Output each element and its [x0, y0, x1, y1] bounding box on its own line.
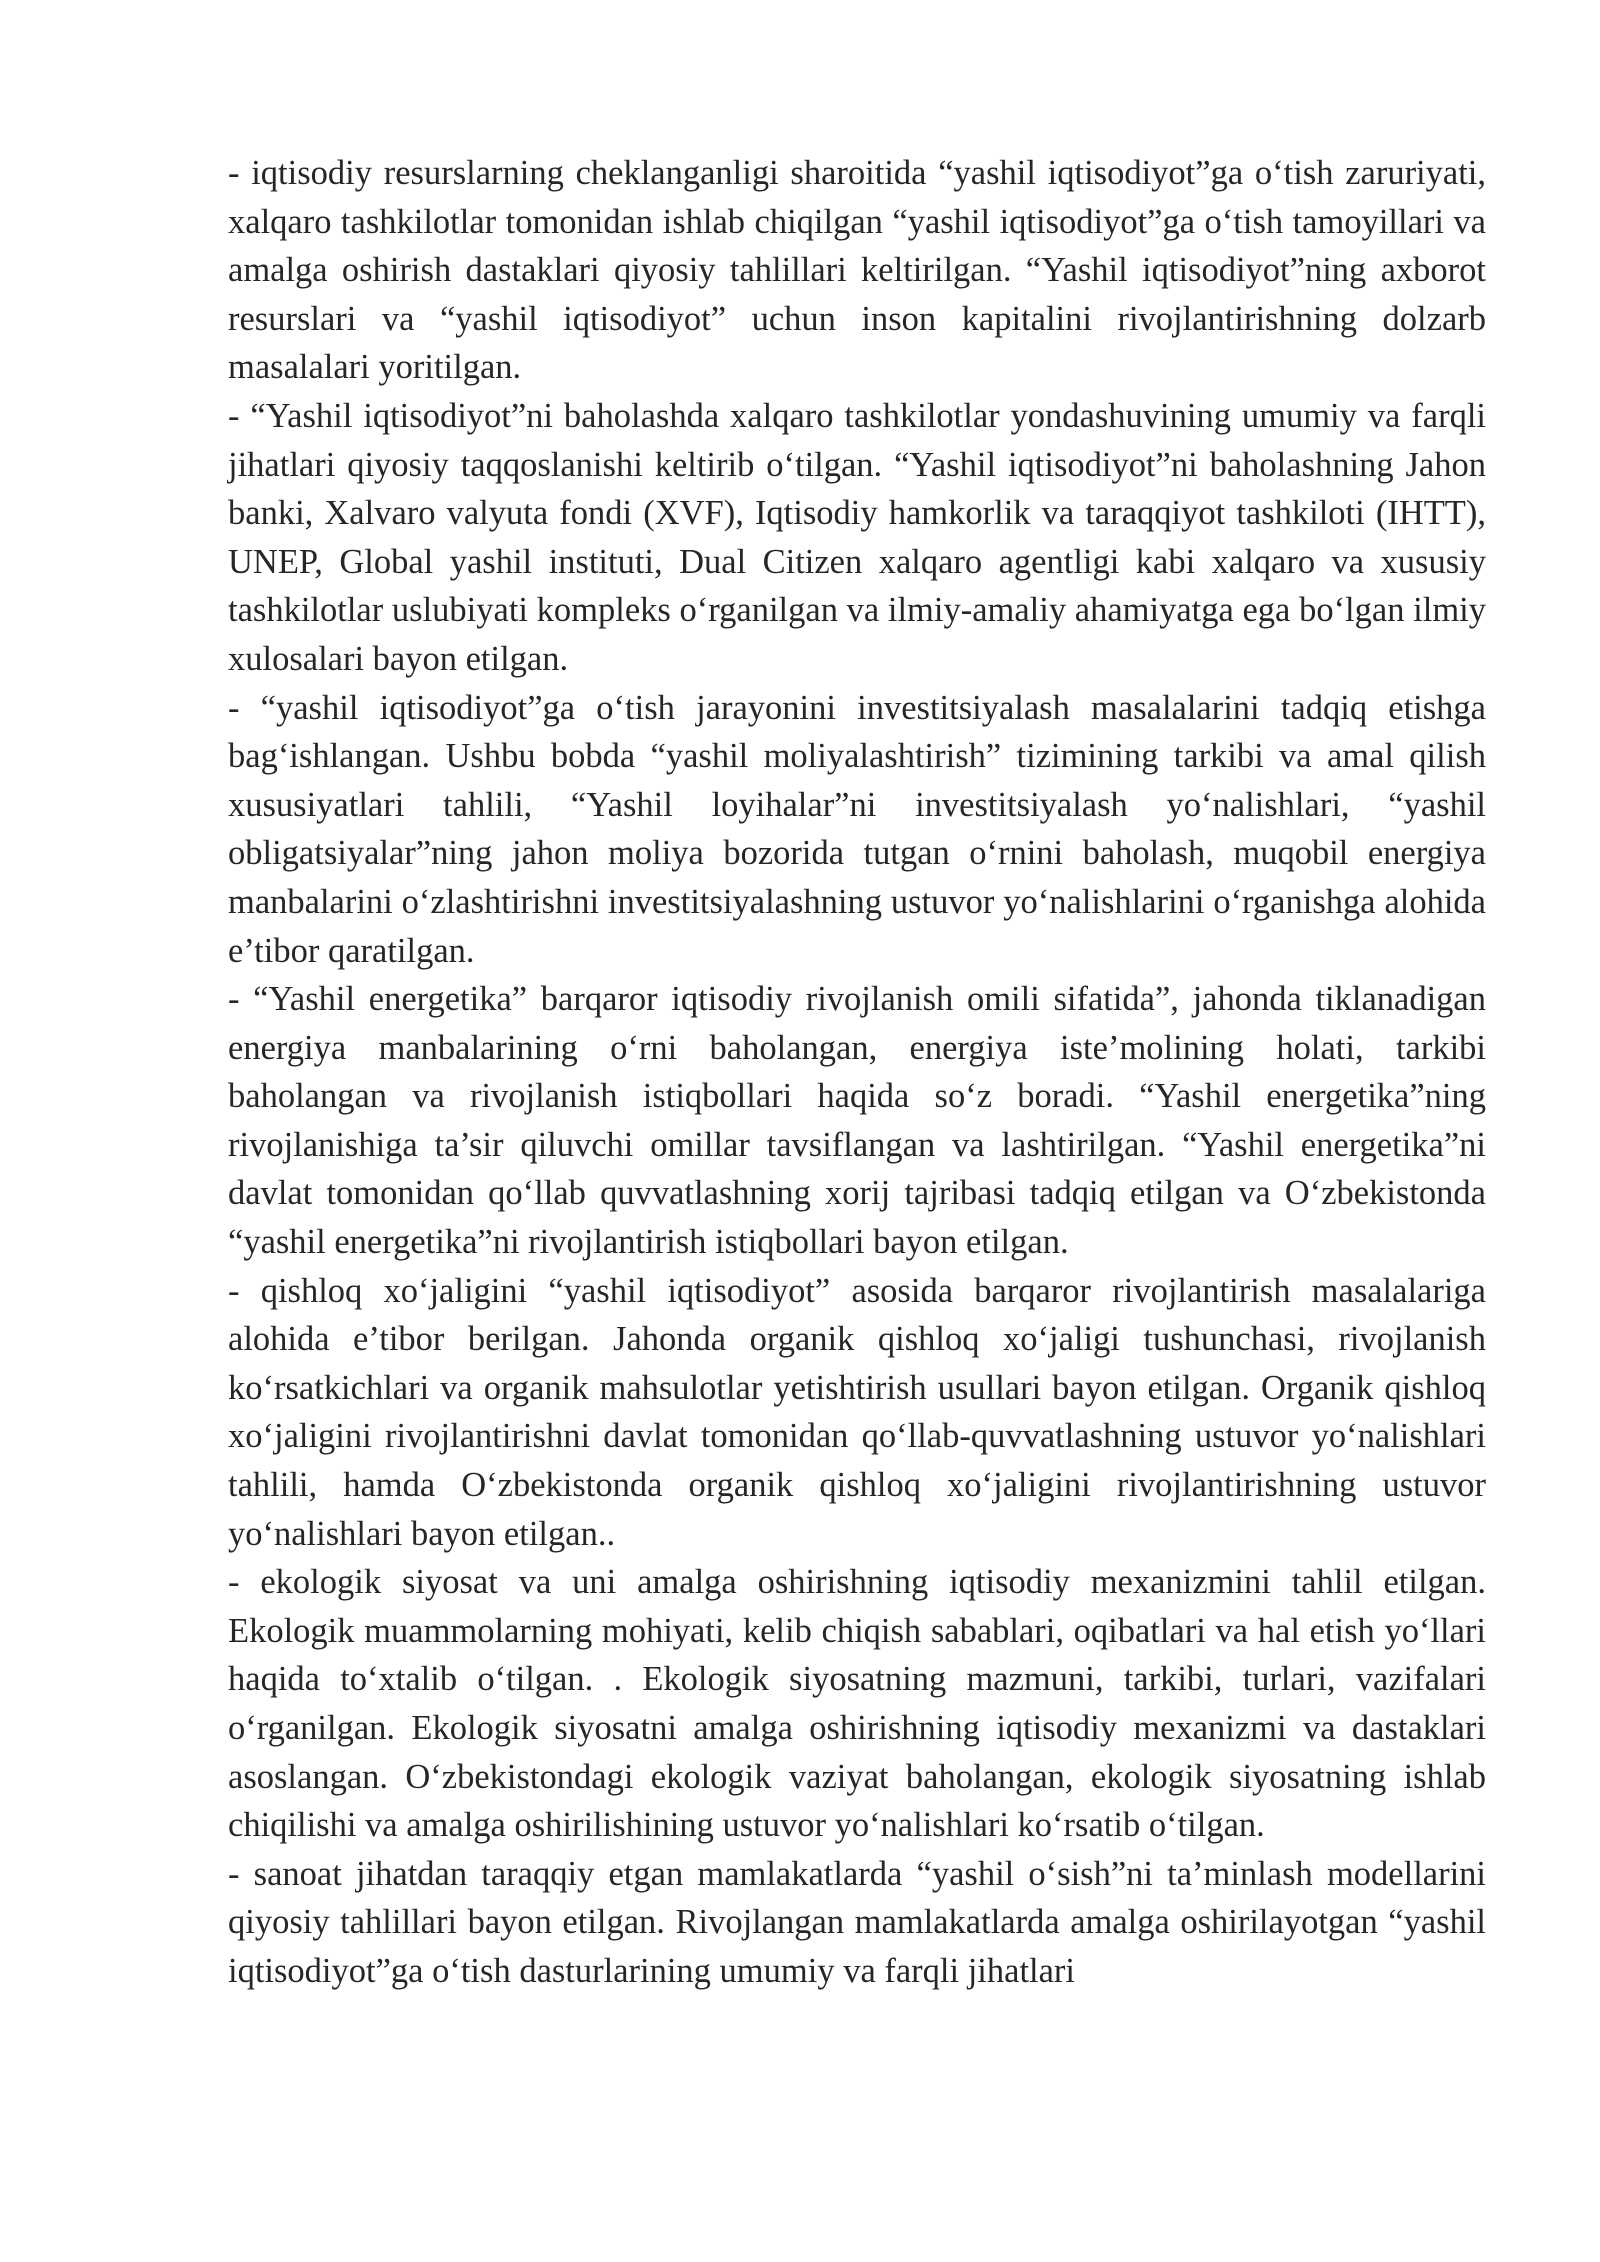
- paragraph-green-growth-models: - sanoat jihatdan taraqqiy etgan mamlakatlarda “yashil o‘sish”ni ta’minlash modellarini qiyosiy tahlillari bayon etilgan. Rivojlangan mamlakatlarda amalga oshirilayotgan “yashil iqtisodiyot”ga o‘tish dasturlarining umumiy va farqli jihatlari: [228, 1854, 1486, 1990]
- paragraph-organic-agriculture: - qishloq xo‘jaligini “yashil iqtisodiyot” asosida barqaror rivojlantirish masalalariga alohida e’tibor berilgan. Jahonda organik qishloq xo‘jaligi tushunchasi, rivojlanish ko‘rsatkichlari va organik mahsulotlar yetishtirish usullari bayon etilgan. Organik qishloq xo‘jaligini rivojlantirishni davlat tomonidan qo‘llab-quvvatlashning ustuvor yo‘nalishlari tahlili, hamda O‘zbekistonda organik qishloq xo‘jaligini rivojlantirishning ustuvor yo‘nalishlari bayon etilgan..: [228, 1271, 1486, 1553]
- paragraph-green-economy-transition: - iqtisodiy resurslarning cheklanganligi sharoitida “yashil iqtisodiyot”ga o‘tish zaruriyati, xalqaro tashkilotlar tomonidan ishlab chiqilgan “yashil iqtisodiyot”ga o‘tish tamoyillari va amalga oshirish dastaklari qiyosiy tahlillari keltirilgan. “Yashil iqtisodiyot”ning axborot resurslari va “yashil iqtisodiyot” uchun inson kapitalini rivojlantirishning dolzarb masalalari yoritilgan.: [228, 154, 1486, 387]
- paragraph-green-economy-assessment: - “Yashil iqtisodiyot”ni baholashda xalqaro tashkilotlar yondashuvining umumiy va farqli jihatlari qiyosiy taqqoslanishi keltirib o‘tilgan. “Yashil iqtisodiyot”ni baholashning Jahon banki, Xalvaro valyuta fondi (XVF), Iqtisodiy hamkorlik va taraqqiyot tashkiloti (IHTT), UNEP, Global yashil instituti, Dual Citizen xalqaro agentligi kabi xalqaro va xususiy tashkilotlar uslubiyati kompleks o‘rganilgan va ilmiy-amaliy ahamiyatga ega bo‘lgan ilmiy xulosalari bayon etilgan.: [228, 396, 1486, 678]
- body-text: [228, 149, 1486, 1996]
- paragraph-green-investment: - “yashil iqtisodiyot”ga o‘tish jarayonini investitsiyalash masalalarini tadqiq etishga bag‘ishlangan. Ushbu bobda “yashil moliyalashtirish” tizimining tarkibi va amal qilish xususiyatlari tahlili, “Yashil loyihalar”ni investitsiyalash yo‘nalishlari, “yashil obligatsiyalar”ning jahon moliya bozorida tutgan o‘rnini baholash, muqobil energiya manbalarini o‘zlashtirishni investitsiyalashning ustuvor yo‘nalishlarini o‘rganishga alohida e’tibor qaratilgan.: [228, 688, 1486, 970]
- paragraph-ecological-policy: - ekologik siyosat va uni amalga oshirishning iqtisodiy mexanizmini tahlil etilgan. Ekologik muammolarning mohiyati, kelib chiqish sabablari, oqibatlari va hal etish yo‘llari haqida to‘xtalib o‘tilgan. . Ekologik siyosatning mazmuni, tarkibi, turlari, vazifalari o‘rganilgan. Ekologik siyosatni amalga oshirishning iqtisodiy mexanizmi va dastaklari asoslangan. O‘zbekistondagi ekologik vaziyat baholangan, ekologik siyosatning ishlab chiqilishi va amalga oshirilishining ustuvor yo‘nalishlari ko‘rsatib o‘tilgan.: [228, 1563, 1486, 1845]
- paragraph-green-energy: - “Yashil energetika” barqaror iqtisodiy rivojlanish omili sifatida”, jahonda tiklanadigan energiya manbalarining o‘rni baholangan, energiya iste’molining holati, tarkibi baholangan va rivojlanish istiqbollari haqida so‘z boradi. “Yashil energetika”ning rivojlanishiga ta’sir qiluvchi omillar tavsiflangan va lashtirilgan. “Yashil energetika”ni davlat tomonidan qo‘llab quvvatlashning xorij tajribasi tadqiq etilgan va O‘zbekistonda “yashil energetika”ni rivojlantirish istiqbollari bayon etilgan.: [228, 980, 1486, 1262]
